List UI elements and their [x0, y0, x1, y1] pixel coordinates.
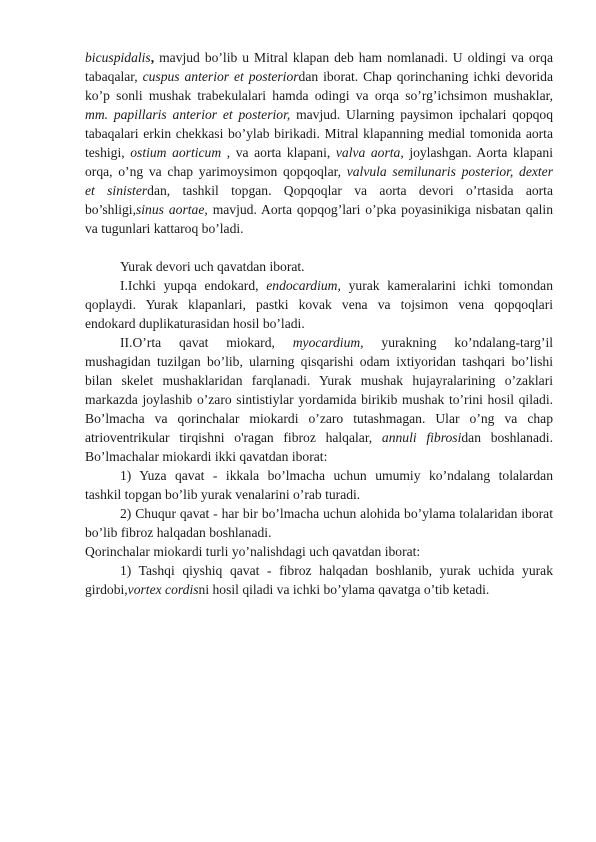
text-segment: tabaqalar,	[85, 69, 143, 84]
text-line	[85, 523, 553, 542]
text-segment: Bo’lmachalar miokardi ikki qavatdan iborat:	[85, 449, 328, 464]
text-segment: girdobi,	[85, 582, 128, 597]
text-line	[85, 352, 553, 371]
text-line	[85, 542, 553, 561]
text-segment: Bo’lmacha va qorinchalar miokardi o’zaro tutashmagan. Ular o’ng va chap	[85, 411, 553, 426]
text-line	[85, 86, 553, 105]
text-segment: 2) Chuqur qavat - har bir bo’lmacha uchun alohida bo’ylama tolalaridan iborat	[120, 506, 553, 521]
text-segment: tabaqalari erkin chekkasi bo’ylab birikadi. Mitral klapanning medial tomonida aorta	[85, 126, 553, 141]
text-line	[85, 181, 553, 200]
text-line	[85, 276, 553, 295]
document-page	[85, 48, 553, 599]
text-segment: yurakning ko’ndalang-targ’il	[363, 335, 553, 350]
text-line	[85, 314, 553, 333]
text-segment: tashkil topgan bo’lib yurak venalarini o’rab turadi.	[85, 487, 361, 502]
italic-term: et sinister	[85, 183, 148, 198]
text-segment: va tugunlari kattaroq bo’ladi.	[85, 221, 244, 236]
text-line	[85, 580, 553, 599]
text-line	[85, 504, 553, 523]
italic-term: sinus aortae,	[135, 202, 208, 217]
italic-term: annuli fibrosi	[381, 430, 462, 445]
text-line	[85, 219, 553, 238]
text-line	[85, 105, 553, 124]
italic-term: ostium aorticum	[130, 145, 222, 160]
text-segment: markazda joylashib o’zaro sintistiylar yordamida birikib mushak to’rini hosil qiladi.	[85, 392, 553, 407]
text-line	[85, 390, 553, 409]
text-segment: ni hosil qiladi va ichki bo’ylama qavatga o’tib ketadi.	[198, 582, 490, 597]
text-segment: II.O’rta qavat miokard,	[120, 335, 293, 350]
text-line	[85, 143, 553, 162]
italic-term: bicuspidalis	[85, 50, 151, 65]
italic-term: valvula semilunaris posterior, dexter	[346, 164, 553, 179]
text-segment: mavjud. Aorta qopqog’lari o’pka poyasinikiga nisbatan qalin	[207, 202, 553, 217]
text-line	[85, 447, 553, 466]
italic-term: mm. papillaris anterior et posterior,	[85, 107, 291, 122]
text-segment: atrioventrikular tirqishni o'ragan fibroz halqalar,	[85, 430, 382, 445]
text-segment: 1) Tashqi qiyshiq qavat - fibroz halqadan boshlanib, yurak uchida yurak	[120, 563, 553, 578]
text-line	[85, 48, 553, 67]
text-segment: Qorinchalar miokardi turli yo’nalishdagi uch qavatdan iborat:	[85, 544, 421, 559]
text-line	[85, 561, 553, 580]
bold-text: ,	[150, 50, 155, 65]
text-line	[85, 428, 553, 447]
text-segment: , va aorta klapani,	[221, 145, 336, 160]
text-segment: yurak kameralarini ichki tomondan	[340, 278, 554, 293]
text-segment: 1) Yuza qavat - ikkala bo’lmacha uchun umumiy ko’ndalang tolalardan	[120, 468, 553, 483]
text-segment: dan iborat. Chap qorinchaning ichki devorida	[298, 69, 554, 84]
italic-term: vortex cordis	[127, 582, 199, 597]
text-segment: bilan skelet mushaklaridan farqlanadi. Yurak mushak hujayralarining o’zaklari	[85, 373, 553, 388]
text-segment: endokard duplikaturasidan hosil bo’ladi.	[85, 316, 305, 331]
text-line	[85, 67, 553, 86]
italic-term: cuspus anterior et posterior	[142, 69, 299, 84]
text-line	[85, 371, 553, 390]
text-segment: I.Ichki yupqa endokard,	[120, 278, 267, 293]
text-segment: bo’lib fibroz halqadan boshlanadi.	[85, 525, 272, 540]
text-segment: mushagidan tuzilgan bo’lib, ularning qisqarishi odam ixtiyoridan tashqari bo’lishi	[85, 354, 553, 369]
paragraph-gap	[85, 238, 553, 257]
text-line	[85, 162, 553, 181]
text-line	[85, 333, 553, 352]
text-segment: ko’p sonli mushak trabekulalari hamda odingi va orqa so’rg’ichsimon mushaklar,	[85, 88, 553, 103]
text-line	[85, 200, 553, 219]
italic-term: valva aorta,	[335, 145, 404, 160]
text-segment: teshigi,	[85, 145, 131, 160]
text-segment: joylashgan. Aorta klapani	[403, 145, 553, 160]
text-segment: Yurak devori uch qavatdan iborat.	[120, 259, 305, 274]
text-line	[85, 485, 553, 504]
italic-term: myocardium,	[292, 335, 364, 350]
text-line	[85, 466, 553, 485]
text-line	[85, 295, 553, 314]
text-segment: dan boshlanadi.	[461, 430, 553, 445]
text-segment: orqa, o’ng va chap yarimoysimon qopqoqlar,	[85, 164, 347, 179]
text-line	[85, 124, 553, 143]
text-segment: qoplaydi. Yurak klapanlari, pastki kovak vena va tojsimon vena qopqoqlari	[85, 297, 553, 312]
text-segment: bo’shligi,	[85, 202, 136, 217]
text-segment: mavjud. Ularning paysimon ipchalari qopqoq	[290, 107, 554, 122]
text-segment: dan, tashkil topgan. Qopqoqlar va aorta devori o’rtasida aorta	[147, 183, 553, 198]
text-line	[85, 257, 553, 276]
text-line	[85, 409, 553, 428]
italic-term: endocardium,	[266, 278, 341, 293]
text-segment: mavjud bo’lib u Mitral klapan deb ham nomlanadi. U oldingi va orqa	[154, 50, 553, 65]
